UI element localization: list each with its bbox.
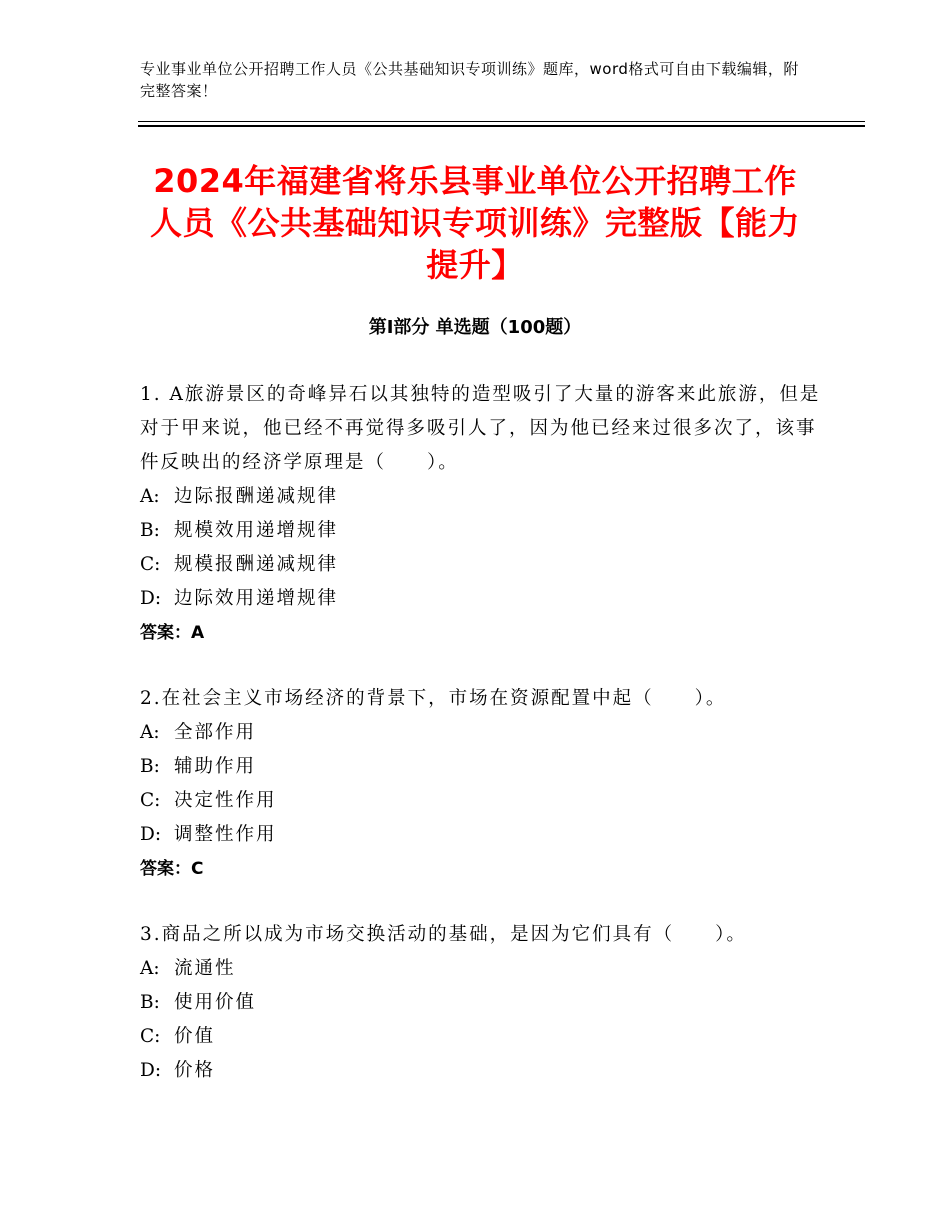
question-stem: 3.商品之所以成为市场交换活动的基础，是因为它们具有（ ）。: [140, 924, 747, 945]
answer-option: [140, 1020, 830, 1054]
option-key: B:: [140, 520, 160, 541]
answer-option: [140, 514, 830, 548]
header-rule-top: [138, 121, 865, 122]
option-text: 边际效用递增规律: [174, 588, 339, 609]
answer-option: [140, 818, 830, 852]
option-text: 决定性作用: [174, 790, 277, 811]
answer-option: [140, 750, 830, 784]
option-text: 边际报酬递减规律: [174, 486, 339, 507]
header-rule-bottom: [138, 125, 865, 127]
answer-option: [140, 952, 830, 986]
question-item: [140, 918, 830, 1088]
header-note: 专业事业单位公开招聘工作人员《公共基础知识专项训练》题库，word格式可自由下载编辑，附完整答案！: [140, 60, 799, 100]
document-title: 2024年福建省将乐县事业单位公开招聘工作人员《公共基础知识专项训练》完整版【能力提升】: [149, 162, 800, 284]
answer-option: [140, 480, 830, 514]
answer-label: 答案：: [140, 859, 191, 879]
answer-option: [140, 1054, 830, 1088]
answer-value: C: [191, 859, 204, 879]
answer-option: [140, 716, 830, 750]
option-key: B:: [140, 992, 160, 1013]
answer-label: 答案：: [140, 623, 191, 643]
answer-option: [140, 582, 830, 616]
question-stem: 1. A旅游景区的奇峰异石以其独特的造型吸引了大量的游客来此旅游，但是对于甲来说，他已经不再觉得多吸引人了，因为他已经来过很多次了，该事件反映出的经济学原理是（ ）。: [140, 384, 821, 473]
option-text: 全部作用: [174, 722, 257, 743]
answer-option: [140, 986, 830, 1020]
option-key: D:: [140, 1060, 162, 1081]
option-text: 调整性作用: [174, 824, 277, 845]
question-item: [140, 378, 830, 650]
option-key: C:: [140, 554, 161, 575]
question-list: [140, 378, 830, 1120]
option-text: 使用价值: [174, 992, 257, 1013]
option-text: 辅助作用: [174, 756, 257, 777]
option-text: 价格: [174, 1060, 216, 1081]
answer-line: [140, 852, 830, 886]
answer-line: [140, 616, 830, 650]
answer-value: A: [191, 623, 205, 643]
option-text: 流通性: [174, 958, 236, 979]
option-text: 价值: [174, 1026, 216, 1047]
option-key: A:: [140, 486, 160, 507]
option-key: B:: [140, 756, 160, 777]
option-key: C:: [140, 790, 161, 811]
question-stem: 2.在社会主义市场经济的背景下，市场在资源配置中起（ ）。: [140, 688, 727, 709]
option-key: D:: [140, 824, 162, 845]
option-key: D:: [140, 588, 162, 609]
option-text: 规模效用递增规律: [174, 520, 339, 541]
section-heading: 第Ⅰ部分 单选题（100题）: [368, 317, 582, 338]
question-item: [140, 682, 830, 886]
option-key: A:: [140, 958, 160, 979]
answer-option: [140, 784, 830, 818]
answer-option: [140, 548, 830, 582]
option-text: 规模报酬递减规律: [174, 554, 339, 575]
option-key: A:: [140, 722, 160, 743]
option-key: C:: [140, 1026, 161, 1047]
